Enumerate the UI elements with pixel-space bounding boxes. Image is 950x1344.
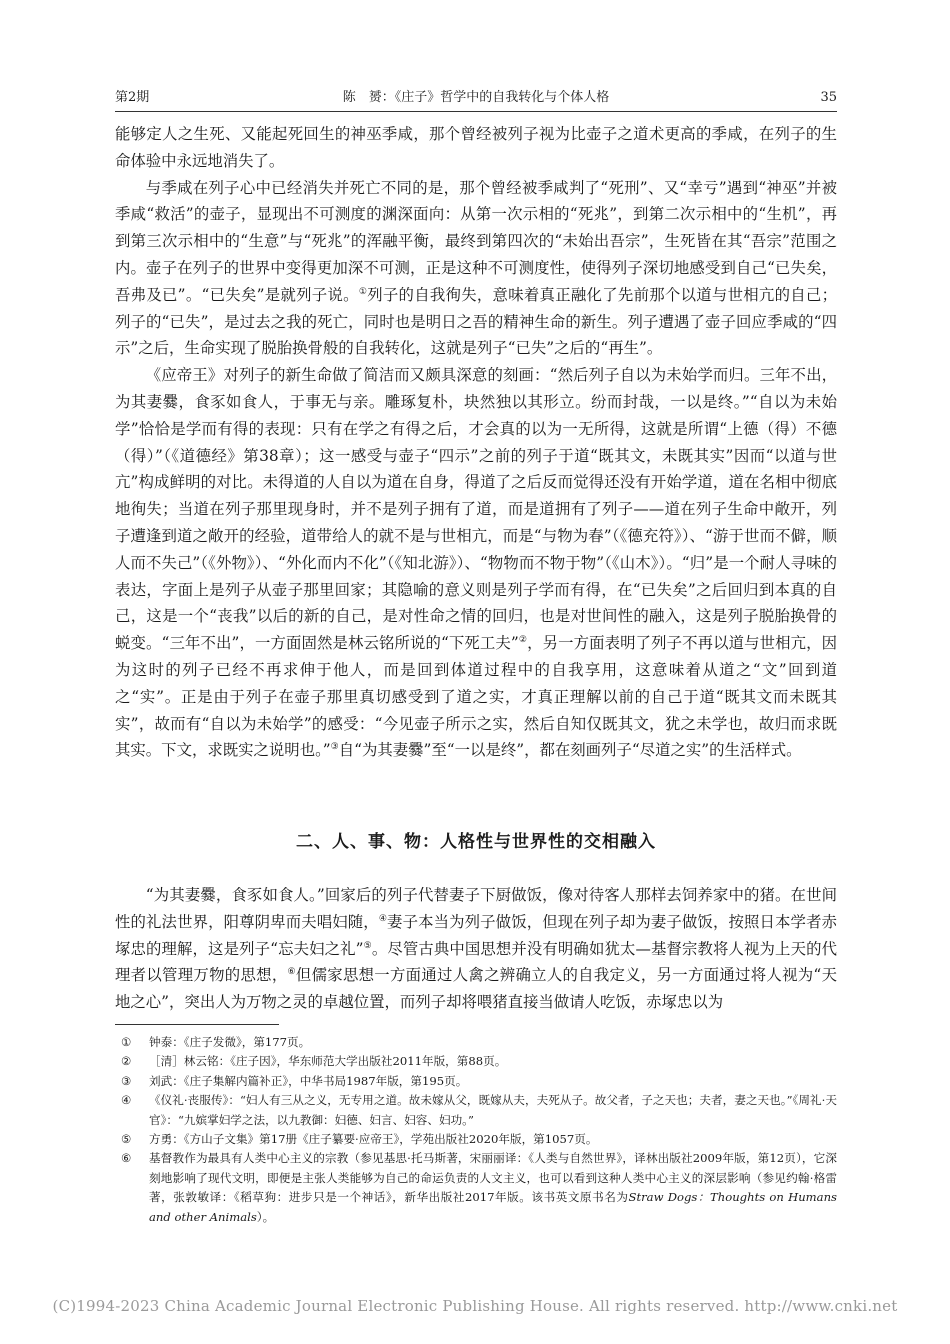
footnote-3: ③ 刘武：《庄子集解内篇补正》，中华书局1987年版，第195页。 xyxy=(121,1073,468,1088)
footnote-2: ② ［清］林云铭：《庄子因》，华东师范大学出版社2011年版，第88页。 xyxy=(121,1054,507,1069)
paragraph-3: 《应帝王》对列子的新生命做了简洁而又颇具深意的刻画：“然后列子自以为未始学而归。三年不出，为其妻爨，食豕如食人，于事无与亲。雕琢复朴，块然独以其形立。纷而封哉，一以是终。”“自以为未始学”恰恰是学而有得的表现：只有在学之有得之后，才会真的以为一无所得，这就是所谓“上德（得）不德（得）”（《道德经》第38章）；这一感受与壶子“四示”之前的列子于道“既其文，未既其实”因而“以道与世亢”构成鲜明的对比。未得道的人自以为道在自身，得道了之后反而觉得还没有开始学道，道在名相中彻底地徇失；当道在列子那里现身时，并不是列子拥有了道，而是道拥有了列子——道在列子生命中敞开，列子遭逢到道之敞开的经验，道带给人的就不是与世相亢，而是“与物为春”（《德充符》）、“游于世而不僻，顺人而不失己”（《外物》）、“外化而内不化”（《知北游》）、“物物而不物于物”（《山木》）。“归”是一个耐人寻味的表达，字面上是列子从壶子那里回家；其隐喻的意义则是列子学而有得，在“已失矣”之后回归到本真的自己，这是一个“丧我”以后的新的自己，是对性命之情的回归，也是对世间性的融入，这是列子脱胎换骨的蜕变。“三年不出”，一方面固然是林云铭所说的“下死工夫”②，另一方面表明了列子不再以道与世相亢，因为这时的列子已经不再求伸于他人，而是回到体道过程中的自我享用，这意味着从道之“文”回到道之“实”。正是由于列子在壶子那里真切感受到了道之实，才真正理解以前的自己于道“既其文而未既其实”，故而有“自以为未始学”的感受：“今见壶子所示之实，然后自知仅既其文，犹之未学也，故归而求既其实。下文，求既实之说明也。”③自“为其妻爨”至“一以是终”，都在刻画列子“尽道之实”的生活样式。 xyxy=(115,366,837,760)
issue-label: 第2期 xyxy=(115,90,150,105)
footnote-ref-6[interactable]: ⑥ xyxy=(287,967,296,978)
footnote-ref-3[interactable]: ③ xyxy=(330,742,339,753)
footnote-6: ⑥ 基督教作为最具有人类中心主义的宗教（参见基思·托马斯著，宋丽丽译：《人类与自然世界》，译林出版社2009年版，第12页），它深刻地影响了现代文明，即便是主张人类能够为自己的命运负责的人文主义，也可以看到这种人类中心主义的深层影响（参见约翰·格雷著，张敦敏译：《稻草狗：进步只是一个神话》，新华出版社2017年版。该书英文原书名为Straw Dogs：Thoughts on Humans and other Animals）。 xyxy=(121,1151,837,1224)
page-number: 35 xyxy=(820,90,837,105)
footnotes xyxy=(115,1033,837,1227)
footnote-1: ① 钟泰：《庄子发微》，第177页。 xyxy=(121,1035,311,1049)
footnote-ref-5[interactable]: ⑤ xyxy=(363,940,372,951)
footnote-ref-2[interactable]: ② xyxy=(518,635,528,646)
paragraph-4: “为其妻爨，食豕如食人。”回家后的列子代替妻子下厨做饭，像对待客人那样去饲养家中的猪。在世间性的礼法世界，阳尊阴卑而夫唱妇随，④妻子本当为列子做饭，但现在列子却为妻子做饭，按照日本学者赤塚忠的理解，这是列子“忘夫妇之礼”⑤。尽管古典中国思想并没有明确如犹太—基督宗教将人视为上天的代理者以管理万物的思想，⑥但儒家思想一方面通过人禽之辨确立人的自我定义，另一方面通过将人视为“天地之心”，突出人为万物之灵的卓越位置，而列子却将喂猪直接当做请人吃饭，赤塚忠以为 xyxy=(115,886,837,1012)
footnote-ref-1[interactable]: ① xyxy=(358,286,368,297)
running-title: 陈 赟：《庄子》哲学中的自我转化与个体人格 xyxy=(342,90,610,105)
section-heading: 二、人、事、物：人格性与世界性的交相融入 xyxy=(296,832,656,852)
copyright-watermark: (C)1994-2023 China Academic Journal Electronic Publishing House. All rights reserved. http://www.cnki.net xyxy=(52,1297,898,1315)
footnote-ref-4[interactable]: ④ xyxy=(378,913,388,924)
paragraph-2: 与季咸在列子心中已经消失并死亡不同的是，那个曾经被季咸判了“死刑”、又“幸亏”遇到“神巫”并被季咸“救活”的壶子，显现出不可测度的渊深面向：从第一次示相的“死兆”，到第二次示相中的“生机”，再到第三次示相中的“生意”与“死兆”的浑融平衡，最终到第四次的“未始出吾宗”，生死皆在其“吾宗”范围之内。壶子在列子的世界中变得更加深不可测，正是这种不可测度性，使得列子深切地感受到自己“已失矣，吾弗及已”。“已失矣”是就列子说。①列子的自我徇失，意味着真正融化了先前那个以道与世相亢的自己；列子的“已失”，是过去之我的死亡，同时也是明日之吾的精神生命的新生。列子遭遇了壶子回应季咸的“四示”之后，生命实现了脱胎换骨般的自我转化，这就是列子“已失”之后的“再生”。 xyxy=(115,178,837,358)
section-text xyxy=(115,882,837,1016)
running-header xyxy=(115,89,837,112)
footnote-5: ⑤ 方勇：《方山子文集》第17册《庄子纂要·应帝王》，学苑出版社2020年版，第1057页。 xyxy=(121,1132,598,1147)
book-title-italic: Straw Dogs：Thoughts on Humans and other Animals xyxy=(149,1190,837,1224)
main-text xyxy=(115,121,837,764)
paragraph-1: 能够定人之生死、又能起死回生的神巫季咸，那个曾经被列子视为比壶子之道术更高的季咸，在列子的生命体验中永远地消失了。 xyxy=(115,125,837,170)
footnote-divider xyxy=(115,1024,279,1025)
footnote-4: ④ 《仪礼·丧服传》：“妇人有三从之义，无专用之道。故未嫁从父，既嫁从夫，夫死从子。故父者，子之天也；夫者，妻之天也。”《周礼·天官》：“九嫔掌妇学之法，以九教御：妇德、妇言、妇容、妇功。” xyxy=(121,1093,837,1127)
